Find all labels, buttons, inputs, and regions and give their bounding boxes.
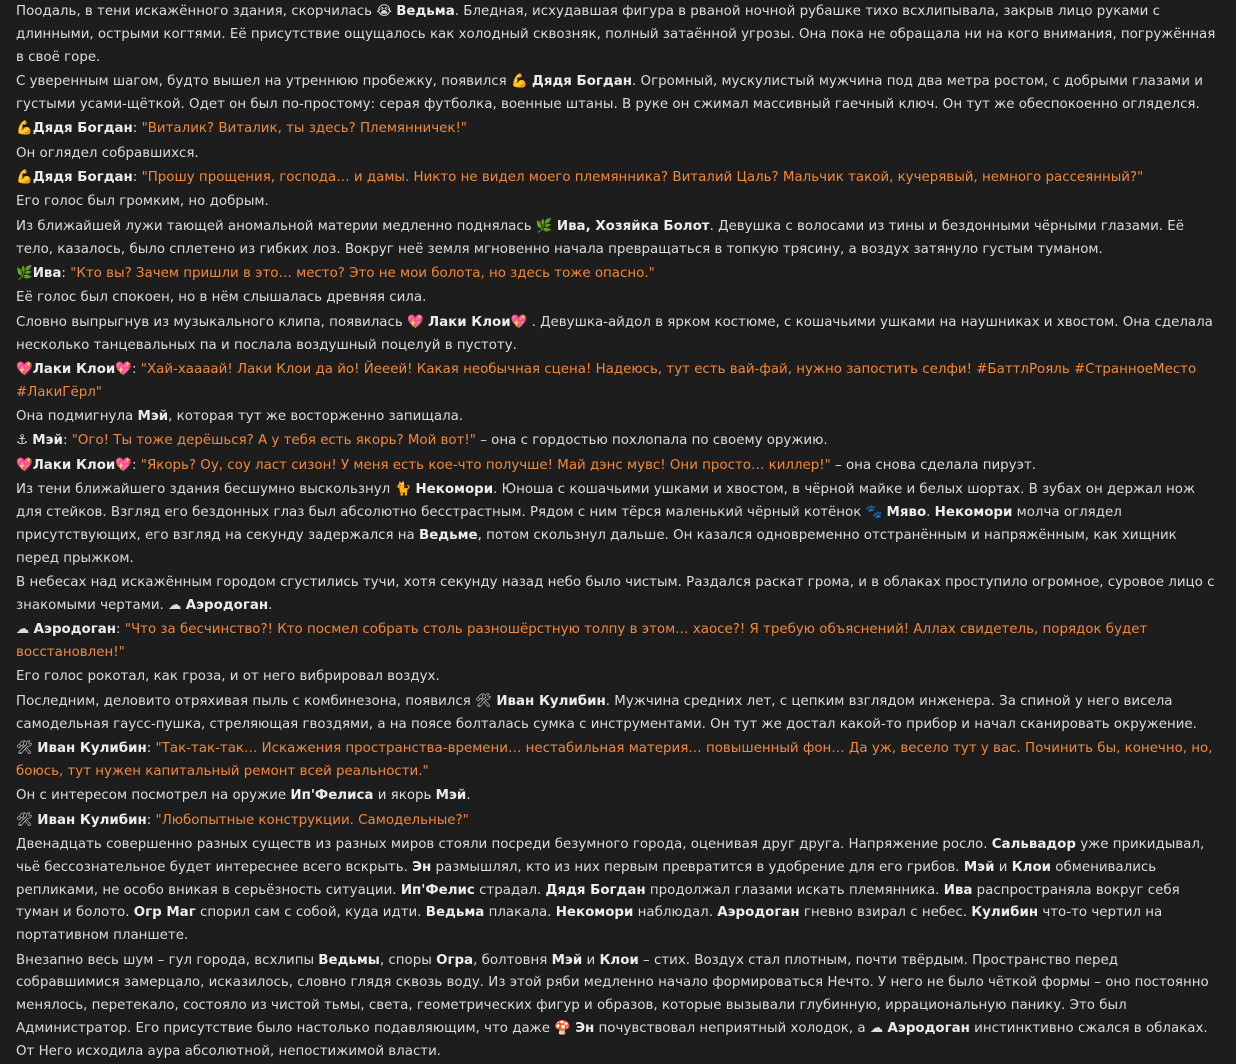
narration-text: , потом скользнул дальше. Он казался одновременно отстранённым и напряжённым, как хищник перед прыжком. [16, 527, 1182, 566]
character-emoji-icon: 💪 [16, 169, 33, 185]
narration-text: Двенадцать совершенно разных существ из разных миров стояли посреди безумного города, оценивая друг друга. Напряжение росло. [16, 836, 992, 852]
character-name: Ип'Фелиса [290, 788, 374, 804]
character-name: Клои [1011, 859, 1052, 875]
narration-text: молча оглядел присутствующих, его взгляд на секунду задержался на [16, 505, 1127, 543]
narration-text: и [582, 952, 600, 968]
character-name: Эн [412, 859, 432, 875]
narration-text: , споры [379, 952, 437, 968]
character-name: Мэй [435, 788, 467, 804]
dialogue-quote: "Виталик? Виталик, ты здесь? Племянничек!" [141, 121, 467, 137]
chat-message [16, 359, 1220, 405]
narration-text: гневно взирал с небес. [799, 905, 972, 921]
character-emoji-icon: ⚓ [16, 433, 29, 449]
narration-text: . Девушка с волосами из тины и бездонными чёрными глазами. Её тело, казалось, было сплетено из гибких лоз. Вокруг неё земля мгновенно начала превращаться в топкую трясину, а воздух затянуло густым туманом. [16, 218, 1189, 257]
narration-text: , болтовня [473, 952, 552, 968]
chat-message [16, 950, 1220, 1064]
narration-text: распространяла вокруг себя туман и болото. [16, 882, 1184, 921]
chat-message [16, 691, 1220, 737]
dialogue-quote: "Ого! Ты тоже дерёшься? А у тебя есть якорь? Мой вот!" [71, 433, 476, 449]
narration-text: – она с гордостью похлопала по своему оружию. [475, 433, 828, 449]
chat-message [16, 455, 1220, 478]
chat-message [16, 71, 1220, 117]
chat-message [16, 430, 1220, 453]
chat-message [16, 738, 1220, 784]
character-name: Дядя Богдан [545, 882, 646, 898]
character-emoji-icon: 🛠 [475, 693, 493, 709]
character-name: Иван Кулибин [496, 693, 606, 709]
narration-text: . Мужчина средних лет, с цепким взглядом инженера. За спиной у него висела самодельная гаусс-пушка, стреляющая гвоздями, а на поясе болталась сумка с инструментами. Он тут же достал какой-то прибор и начал сканировать окружение. [16, 693, 1197, 732]
character-name: Огр Маг [133, 905, 196, 921]
chat-message [16, 216, 1220, 262]
narration-text: что-то чертил на портативном планшете. [16, 905, 1167, 944]
narration-text: Поодаль, в тени искажённого здания, скорчилась [16, 4, 377, 19]
character-name: Мяво [886, 505, 927, 521]
narration-text: Из тени ближайшего здания бесшумно выскользнул [16, 482, 395, 498]
character-name: Мэй [137, 409, 169, 425]
narration-text: страдал. [474, 882, 546, 898]
narration-text: – она снова сделала пируэт. [830, 457, 1036, 473]
character-emoji-icon: ☁ [869, 1020, 884, 1036]
character-emoji-icon: 🐈 [394, 482, 412, 498]
character-emoji-icon: 🛠 [16, 740, 33, 756]
dialogue-quote: "Прошу прощения, господа… и дамы. Никто не видел моего племянника? Виталий Цаль? Мальчик такой, кучерявый, немного рассеянный?" [141, 169, 1144, 185]
chat-message [16, 572, 1220, 618]
chat-message [16, 810, 1220, 833]
narration-text: – стих. Воздух стал плотным, почти твёрдым. Пространство перед собравшимися замерцало, исказилось, словно глядя сквозь воду. Из этой ряби медленно начало формироваться Нечто. У него не было чёткой формы – оно постоянно менялось, перетекало, состояло из чистой тьмы, света, геометрических фигур и образов, которые вызывали глубинную, иррациональную панику. Это был Администратор. Его присутствие было настолько подавляющим, что даже [16, 952, 1213, 1036]
narration-text: : [132, 361, 141, 377]
character-emoji-icon: 🛠 [16, 812, 33, 828]
narration-text: : [132, 169, 142, 185]
narration-text: . Юноша с кошачьими ушками и хвостом, в чёрной майке и белых шортах. В зубах он держал нож для стейков. Взгляд его бездонных глаз был абсолютно бесстрастным. Рядом с ним тёрся маленький чёрный котёнок [16, 482, 1200, 521]
character-emoji-icon: 💪 [510, 73, 528, 89]
character-emoji-icon: 💖 [16, 361, 33, 377]
narration-text: и [994, 859, 1012, 875]
character-name: Аэродоган [887, 1020, 970, 1036]
character-name: Мэй [551, 952, 583, 968]
character-emoji-icon: ☁ [168, 597, 182, 613]
dialogue-quote: "Кто вы? Зачем пришли в это… место? Это не мои болота, но здесь тоже опасно." [70, 265, 655, 281]
narration-text: Он с интересом посмотрел на оружие [16, 788, 291, 804]
chat-message [16, 287, 1220, 310]
narration-text: : [116, 622, 125, 638]
narration-text: , которая тут же восторженно запищала. [168, 409, 464, 425]
character-name: Ива, Хозяйка Болот [556, 218, 710, 234]
character-name: Дядя Богдан [32, 169, 133, 185]
character-emoji-icon: ☁ [16, 622, 30, 638]
narration-text: . [466, 788, 471, 804]
character-emoji-icon: 💖 [115, 361, 133, 377]
character-name: Огра [436, 952, 474, 968]
chat-message [16, 312, 1220, 358]
narration-text: размышлял, кто из них первым превратится в удобрение для его грибов. [431, 859, 964, 875]
chat-message [16, 479, 1220, 570]
character-name: Кулибин [971, 905, 1039, 921]
narration-text: продолжал глазами искать племянника. [645, 882, 944, 898]
character-name: Дядя Богдан [531, 73, 633, 89]
narration-text: . [268, 597, 273, 613]
character-name: Лаки Клои [32, 457, 116, 473]
character-name: Некомори [555, 905, 634, 921]
character-emoji-icon: 💖 [407, 314, 424, 330]
character-name: Ип'Фелис [400, 882, 475, 898]
chat-message [16, 619, 1220, 665]
character-name: Лаки Клои [32, 361, 116, 377]
character-name: Иван Кулибин [37, 812, 147, 828]
narration-text: Его голос был громким, но добрым. [16, 194, 269, 210]
narration-text: Из ближайшей лужи тающей аномальной материи медленно поднялась [16, 218, 536, 234]
dialogue-quote: "Любопытные конструкции. Самодельные?" [155, 812, 469, 828]
character-emoji-icon: 💖 [16, 457, 33, 473]
character-name: Ива [943, 882, 973, 898]
narration-text: Внезапно весь шум – гул города, всхлипы [16, 952, 319, 968]
dialogue-quote: "Так-так-так… Искажения пространства-времени… нестабильная материя… повышенный фон… Да уж, весело тут у вас. Починить бы, конечно, но, боюсь, тут нужен капитальный ремонт всей реальности." [16, 740, 1217, 779]
character-name: Лаки Клои [427, 314, 511, 330]
narration-text: : [146, 812, 156, 828]
character-emoji-icon: 😭 [376, 4, 392, 19]
character-name: Аэродоган [33, 622, 117, 638]
character-name: Ведьма [396, 4, 455, 19]
narration-text: : [132, 121, 142, 137]
character-emoji-icon: 🌿 [16, 265, 33, 281]
character-emoji-icon: 🌿 [535, 218, 553, 234]
narration-text: : [62, 433, 72, 449]
dialogue-quote: "Хай-хаааай! Лаки Клои да йо! Йееей! Какая необычная сцена! Надеюсь, тут есть вай-фай, нужно запостить селфи! #БаттлРояль #СтранноеМесто #ЛакиГёрл" [16, 361, 1201, 400]
chat-message [16, 118, 1220, 141]
narration-text: Он оглядел собравшихся. [16, 145, 199, 161]
character-emoji-icon: 💖 [115, 457, 133, 473]
narration-text: Она подмигнула [16, 409, 138, 425]
character-name: Ведьмы [318, 952, 380, 968]
narration-text: обменивались репликами, не особо вникая в серьёзность ситуации. [16, 859, 1161, 898]
chat-message [16, 834, 1220, 948]
narration-text: : [146, 740, 156, 756]
character-name: Иван Кулибин [37, 740, 147, 756]
narration-text: . Бледная, исхудавшая фигура в рваной ночной рубашке тихо всхлипывала, закрыв лицо руками с длинными, острыми когтями. Её присутствие ощущалось как холодный сквозняк, полный затаённой угрозы. Она пока не обращала ни на кого внимания, погружённая в своё горе. [16, 4, 1220, 65]
narration-text: . Девушка-айдол в ярком костюме, с кошачьими ушками на наушниках и хвостом. Она сделала несколько танцевальных па и послала воздушный поцелуй в пустоту. [16, 314, 1218, 353]
character-name: Некомори [415, 482, 494, 498]
narration-text: наблюдал. [633, 905, 718, 921]
chat-message [16, 785, 1220, 808]
character-name: Аэродоган [185, 597, 269, 613]
chat-message [16, 263, 1220, 286]
narration-text: С уверенным шагом, будто вышел на утреннюю пробежку, появился [16, 73, 511, 89]
character-name: Некомори [934, 505, 1013, 521]
narration-text: почувствовал неприятный холодок, а [594, 1020, 870, 1036]
narration-text: Словно выпрыгнув из музыкального клипа, появилась [16, 314, 408, 330]
narration-text: спорил сам с собой, куда идти. [195, 905, 426, 921]
narration-text: инстинктивно сжался в облаках. От Него исходила аура абсолютной, непостижимой власти. [16, 1020, 1212, 1059]
dialogue-quote: "Что за бесчинство?! Кто посмел собрать столь разношёрстную толпу в этом… хаосе?! Я требую объяснений! Аллах свидетель, порядок будет восстановлен!" [16, 622, 1152, 661]
character-name: Мэй [32, 433, 63, 449]
character-emoji-icon: 🍄 [554, 1020, 571, 1036]
narration-text: : [132, 457, 141, 473]
chat-message [16, 167, 1220, 190]
chat-message [16, 666, 1220, 689]
narration-text: уже прикидывал, чьё бессознательное будет интереснее всего вскрыть. [16, 836, 1209, 875]
chat-message [16, 143, 1220, 166]
narration-text: и якорь [373, 788, 436, 804]
narration-text: : [61, 265, 71, 281]
character-name: Эн [575, 1020, 595, 1036]
narration-text: В небесах над искажённым городом сгустились тучи, хотя секунду назад небо было чистым. Раздался раскат грома, и в облаках проступило огромное, суровое лицо с знакомыми чертами. [16, 575, 1219, 613]
character-emoji-icon: 💪 [16, 121, 33, 137]
chat-message [16, 1, 1220, 69]
character-name: Сальвадор [991, 836, 1076, 852]
narration-text: Его голос рокотал, как гроза, и от него вибрировал воздух. [16, 669, 440, 685]
character-name: Аэродоган [717, 905, 800, 921]
chat-message [16, 191, 1220, 214]
narration-text: плакала. [484, 905, 556, 921]
character-name: Мэй [963, 859, 995, 875]
character-name: Ведьма [425, 905, 485, 921]
character-emoji-icon: 💖 [510, 314, 528, 330]
dialogue-quote: "Якорь? Оу, соу ласт сизон! У меня есть кое-что получше! Май дэнс мувс! Они просто… киллер!" [140, 457, 831, 473]
chat-message [16, 406, 1220, 429]
character-name: Клои [599, 952, 639, 968]
character-name: Ведьме [419, 527, 478, 543]
narration-text: Последним, деловито отряхивая пыль с комбинезона, появился [16, 693, 476, 709]
character-name: Ива [32, 265, 62, 281]
character-name: Дядя Богдан [32, 121, 133, 137]
narration-text: Её голос был спокоен, но в нём слышалась древняя сила. [16, 290, 427, 306]
narration-text: . Огромный, мускулистый мужчина под два метра ростом, с добрыми глазами и густыми усами-щёткой. Одет он был по-простому: серая футболка, военные штаны. В руке он сжимал массивный гаечный ключ. Он тут же обеспокоенно огляделся. [16, 73, 1208, 112]
narration-text: . [926, 505, 935, 521]
character-emoji-icon: 🐾 [865, 505, 883, 521]
